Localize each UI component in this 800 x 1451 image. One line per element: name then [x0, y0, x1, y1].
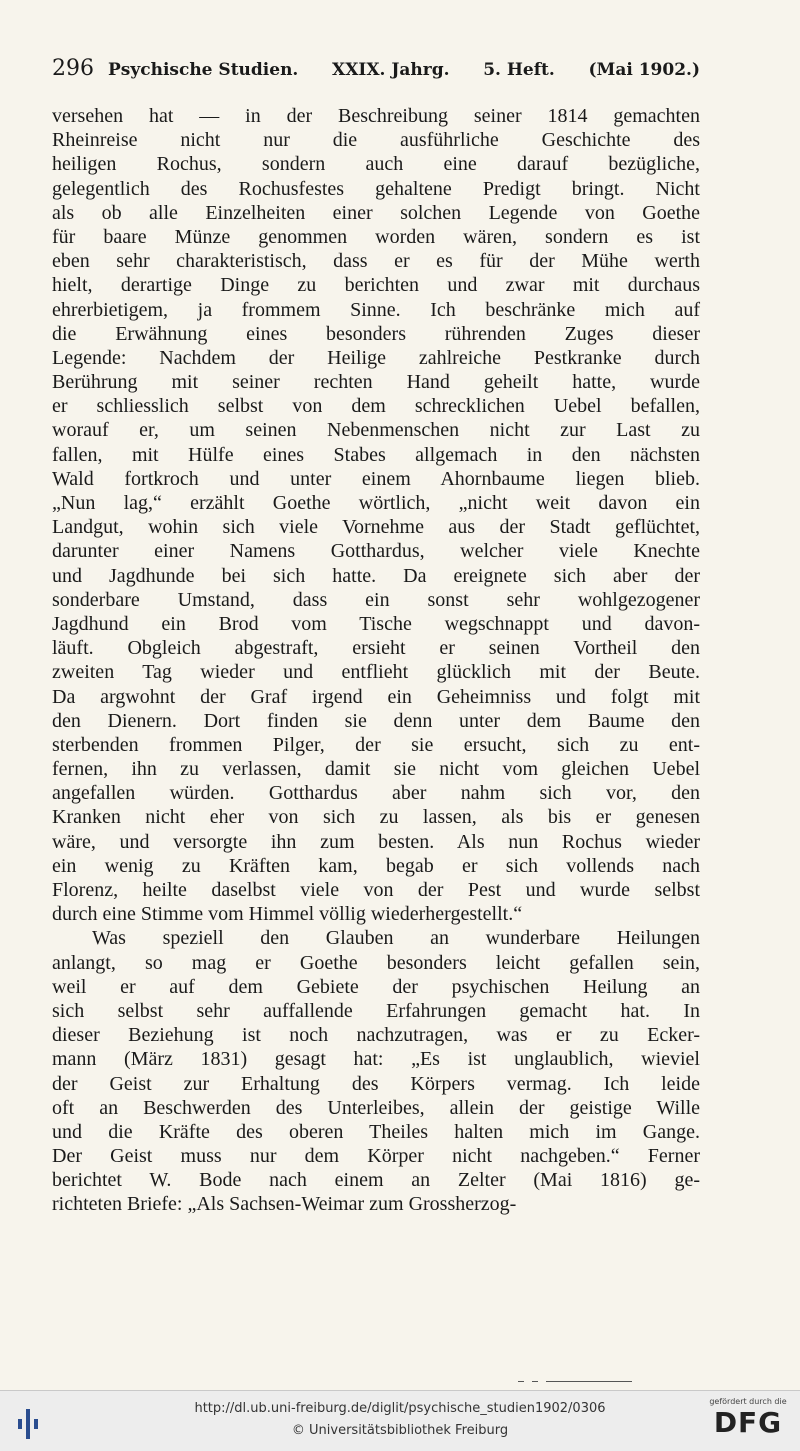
text-line: sonderbare Umstand, dass ein sonst sehr wohlgezogener — [52, 588, 700, 611]
text-line: als ob alle Einzelheiten einer solchen Legende von Goethe — [52, 201, 700, 224]
text-line: eben sehr charakteristisch, dass er es für der Mühe werth — [52, 250, 700, 273]
text-line: Landgut, wohin sich viele Vornehme aus der Stadt geflüchtet, — [52, 516, 700, 539]
text-line: Legende: Nachdem der Heilige zahlreiche Pestkranke durch — [52, 346, 700, 369]
text-line: fallen, mit Hülfe eines Stabes allgemach in den nächsten — [52, 443, 700, 466]
issue-date: (Mai 1902.) — [588, 60, 700, 80]
running-header — [52, 56, 700, 84]
text-line: ein wenig zu Kräften kam, begab er sich vollends nach — [52, 854, 700, 877]
text-line: und Jagdhunde bei sich hatte. Da ereignete sich aber der — [52, 564, 700, 587]
text-line: Wald fortkroch und unter einem Ahornbaume liegen blieb. — [52, 467, 700, 490]
text-line: richteten Briefe: „Als Sachsen-Weimar zum Grossherzog- — [52, 1193, 517, 1216]
text-line: Rheinreise nicht nur die ausführliche Geschichte des — [52, 129, 700, 152]
text-line: und die Kräfte des oberen Theiles halten mich im Gange. — [52, 1120, 700, 1143]
text-line: anlangt, so mag er Goethe besonders leicht gefallen sein, — [52, 951, 700, 974]
source-url[interactable]: http://dl.ub.uni-freiburg.de/diglit/psychische_studien1902/0306 — [194, 1401, 606, 1416]
text-line: sich selbst sehr auffallende Erfahrungen gemacht hat. In — [52, 999, 700, 1022]
text-line: dieser Beziehung ist noch nachzutragen, was er zu Ecker- — [52, 1024, 700, 1047]
text-line: durch eine Stimme vom Himmel völlig wiederhergestellt.“ — [52, 903, 523, 926]
text-line: mann (März 1831) gesagt hat: „Es ist unglaublich, wieviel — [52, 1048, 700, 1071]
text-line: darunter einer Namens Gotthardus, welcher viele Knechte — [52, 540, 700, 563]
footnote-rule — [518, 1378, 646, 1384]
text-line: hielt, derartige Dinge zu berichten und zwar mit durchaus — [52, 274, 700, 297]
text-line: sterbenden frommen Pilger, der sie ersucht, sich zu ent- — [52, 733, 700, 756]
dfg-logo-text: DFG — [713, 1406, 783, 1439]
text-line: Der Geist muss nur dem Körper nicht nachgeben.“ Ferner — [52, 1145, 700, 1168]
text-line: Da argwohnt der Graf irgend ein Geheimniss und folgt mit — [52, 685, 700, 708]
text-line: berichtet W. Bode nach einem an Zelter (Mai 1816) ge- — [52, 1169, 700, 1192]
text-line: ehrerbietigem, ja frommem Sinne. Ich beschränke mich auf — [52, 298, 700, 321]
text-line: läuft. Obgleich abgestraft, ersieht er seinen Vortheil den — [52, 637, 700, 660]
text-line: worauf er, um seinen Nebenmenschen nicht zur Last zu — [52, 419, 700, 442]
text-line: versehen hat — in der Beschreibung seiner 1814 gemachten — [52, 105, 700, 127]
text-line: Kranken nicht eher von sich zu lassen, als bis er genesen — [52, 806, 700, 829]
text-line: den Dienern. Dort finden sie denn unter dem Baume den — [52, 709, 700, 732]
text-line: für baare Münze genommen worden wären, sondern es ist — [52, 225, 700, 248]
text-line: heiligen Rochus, sondern auch eine darauf bezügliche, — [52, 153, 700, 176]
text-line: zweiten Tag wieder und entflieht glücklich mit der Beute. — [52, 661, 700, 684]
text-line: Florenz, heilte daselbst viele von der Pest und wurde selbst — [52, 879, 700, 901]
dfg-logo — [706, 1397, 790, 1447]
text-line: gelegentlich des Rochusfestes gehaltene Predigt bringt. Nicht — [52, 177, 700, 200]
viewer-footer — [0, 1390, 800, 1451]
text-line: oft an Beschwerden des Unterleibes, allein der geistige Wille — [52, 1096, 700, 1119]
text-line: er schliesslich selbst von dem schrecklichen Uebel befallen, — [52, 395, 700, 418]
text-line: Jagdhund ein Brod vom Tische wegschnappt und davon- — [52, 612, 700, 635]
text-line: fernen, ihn zu verlassen, damit sie nicht vom gleichen Uebel — [52, 758, 700, 781]
volume: XXIX. Jahrg. — [332, 60, 450, 80]
copyright-notice: © Universitätsbibliothek Freiburg — [291, 1423, 509, 1438]
issue: 5. Heft. — [483, 60, 555, 80]
body-text — [52, 104, 700, 1217]
text-line: „Nun lag,“ erzählt Goethe wörtlich, „nicht weit davon ein — [52, 492, 700, 514]
journal-title: Psychische Studien. — [108, 60, 299, 80]
text-line: der Geist zur Erhaltung des Körpers vermag. Ich leide — [52, 1072, 700, 1095]
text-line: wäre, und versorgte ihn zum besten. Als nun Rochus wieder — [52, 830, 700, 853]
page-number: 296 — [52, 56, 94, 81]
text-line: Was speziell den Glauben an wunderbare Heilungen — [92, 927, 700, 950]
text-line: angefallen würden. Gotthardus aber nahm sich vor, den — [52, 782, 700, 805]
dfg-caption: gefördert durch die — [709, 1397, 787, 1406]
text-line: weil er auf dem Gebiete der psychischen Heilung an — [52, 975, 700, 998]
text-line: Berührung mit seiner rechten Hand geheilt hatte, wurde — [52, 371, 700, 394]
text-line: die Erwähnung eines besonders rührenden Zuges dieser — [52, 322, 700, 345]
